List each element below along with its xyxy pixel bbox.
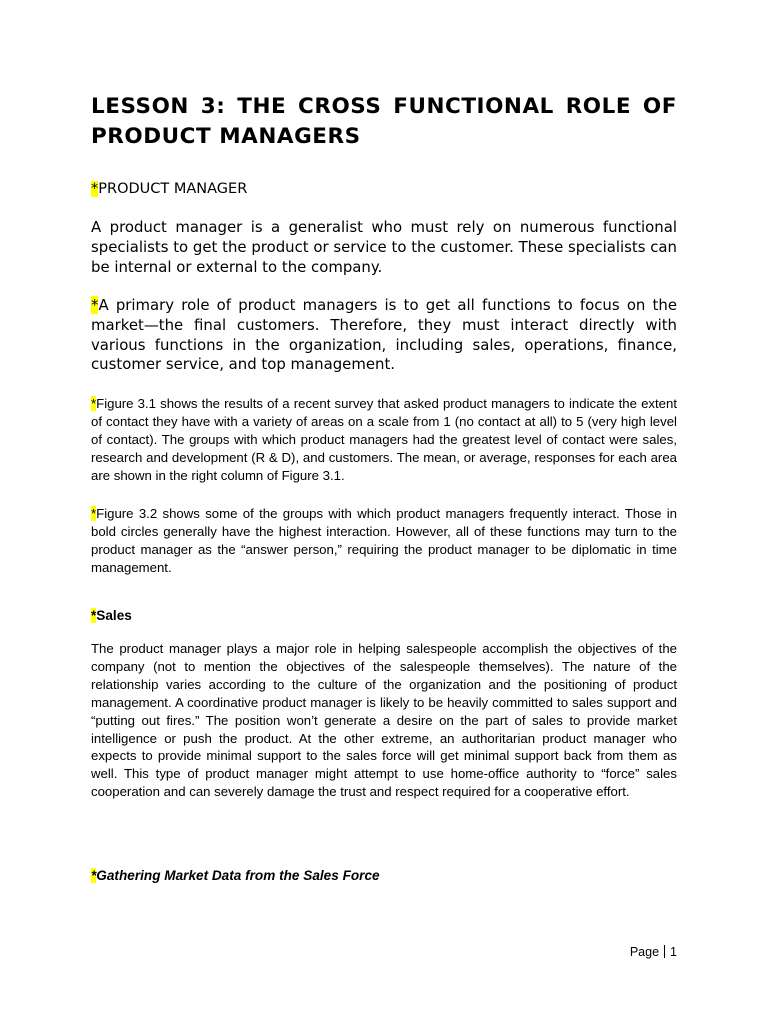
footer-separator (664, 945, 665, 958)
highlight-marker: * (91, 608, 97, 623)
highlight-marker: * (91, 296, 99, 314)
paragraph-figure-3-1 (91, 395, 677, 485)
paragraph-sales: The product manager plays a major role in helping salespeople accomplish the objectives of the company (not to mention the objectives of the salespeople themselves). The nature of the relationship varies according to the culture of the organization and the positioning of product management. A coordinative product manager is likely to be heavily committed to sales support and “putting out fires.” The position won’t generate a desire on the part of sales to provide market intelligence or push the product. At the other extreme, an authoritarian product manager who expects to provide minimal support to the sales force will get minimal support back from them as well. This type of product manager might attempt to use home-office authority to “force” sales cooperation and can severely damage the trust and respect required for a cooperative effort. (91, 641, 677, 800)
subheading-text: Gathering Market Data from the Sales Force (96, 868, 380, 883)
page-title: LESSON 3: THE CROSS FUNCTIONAL ROLE OF PRODUCT MANAGERS (91, 94, 677, 149)
paragraph-figure-3-2 (91, 505, 677, 577)
section-heading-text: PRODUCT MANAGER (98, 181, 248, 197)
section-heading-product-manager (91, 179, 677, 199)
paragraph-generalist: A product manager is a generalist who must rely on numerous functional specialists to get the product or service to the customer. These specialists can be internal or external to the company. (91, 218, 677, 276)
page-label: Page (629, 945, 660, 959)
subheading-gathering-market-data (91, 867, 677, 885)
highlight-marker: * (91, 396, 97, 411)
highlight-marker: * (91, 181, 99, 197)
subheading-sales (91, 607, 677, 625)
paragraph-primary-role (91, 296, 677, 375)
paragraph-text: A primary role of product managers is to get all functions to focus on the market—the final customers. Therefore, they must interact directly with various functions in the organization, including sales, operations, finance, customer service, and top management. (91, 296, 677, 374)
page-footer (630, 943, 677, 961)
paragraph-text: Figure 3.1 shows the results of a recent survey that asked product managers to indicate the extent of contact they have with a variety of areas on a scale from 1 (no contact at all) to 5 (very high level of contact). The groups with which product managers had the greatest level of contact were sales, research and development (R & D), and customers. The mean, or average, responses for each area are shown in the right column of Figure 3.1. (91, 396, 677, 483)
paragraph-text: Figure 3.2 shows some of the groups with which product managers frequently interact. Those in bold circles generally have the highest interaction. However, all of these functions may turn to the product manager as the “answer person,” requiring the product manager to be diplomatic in time management. (91, 506, 677, 575)
highlight-marker: * (91, 506, 97, 521)
page-content (91, 92, 677, 883)
page-number: 1 (670, 945, 677, 959)
highlight-marker: * (91, 868, 97, 883)
subheading-text: Sales (96, 608, 132, 623)
